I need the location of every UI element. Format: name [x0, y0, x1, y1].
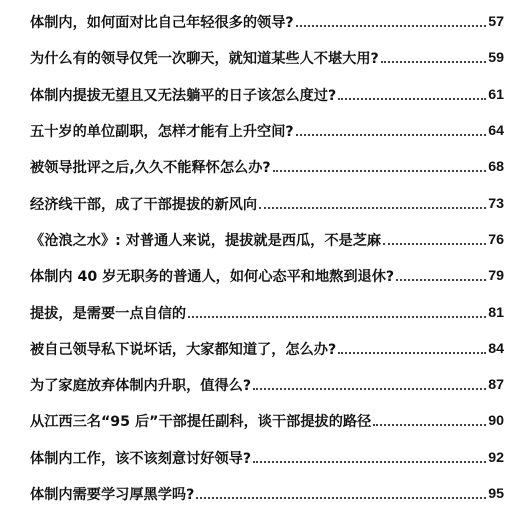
dot-leader — [383, 243, 486, 245]
toc-entry-title: 被领导批评之后,久久不能释怀怎么办? — [30, 160, 271, 177]
toc-entry-title: 体制内工作，该不该刻意讨好领导? — [30, 450, 252, 467]
toc-entry-title: 体制内提拔无望且又无法躺平的日子该怎么度过? — [30, 87, 337, 104]
toc-entry[interactable] — [30, 222, 504, 258]
toc-entry-page-number: 64 — [488, 123, 504, 140]
dot-leader — [296, 25, 487, 27]
dot-leader — [259, 207, 486, 209]
toc-entry[interactable] — [30, 403, 504, 439]
toc-entry-page-number: 87 — [488, 377, 504, 394]
toc-entry-page-number: 79 — [488, 268, 504, 285]
toc-entry[interactable] — [30, 113, 504, 149]
dot-leader — [196, 497, 486, 499]
toc-entry-page-number: 76 — [488, 231, 504, 248]
toc-entry[interactable] — [30, 367, 504, 403]
dot-leader — [373, 424, 486, 426]
toc-entry-page-number: 95 — [488, 486, 504, 502]
toc-entry-title: 被自己领导私下说坏话，大家都知道了，怎么办? — [30, 341, 337, 358]
toc-entry-page-number: 61 — [488, 86, 504, 103]
toc-entry[interactable] — [30, 149, 504, 185]
toc-entry[interactable] — [30, 294, 504, 330]
dot-leader — [188, 316, 486, 318]
dot-leader — [296, 134, 487, 136]
toc-entry-page-number: 90 — [488, 413, 504, 430]
toc-entry[interactable] — [30, 331, 504, 367]
toc-entry[interactable] — [30, 40, 504, 76]
toc-entry-title: 五十岁的单位副职，怎样才能有上升空间? — [30, 124, 294, 141]
toc-entry-page-number: 57 — [488, 14, 504, 31]
toc-entry[interactable] — [30, 77, 504, 113]
dot-leader — [381, 61, 486, 63]
toc-entry-page-number: 92 — [488, 449, 504, 466]
toc-entry[interactable] — [30, 476, 504, 512]
toc-entry-page-number: 73 — [488, 195, 504, 212]
toc-entry-page-number: 84 — [488, 340, 504, 357]
toc-entry[interactable] — [30, 4, 504, 40]
toc-entry-title: 经济线干部，成了干部提拔的新风向 — [30, 196, 258, 213]
toc-entry-title: 体制内 40 岁无职务的普通人，如何心态平和地熬到退休? — [30, 269, 395, 286]
dot-leader — [253, 461, 486, 463]
toc-entry[interactable] — [30, 185, 504, 221]
toc-entry-page-number: 68 — [488, 159, 504, 176]
toc-entry[interactable] — [30, 258, 504, 294]
toc-entry-page-number: 81 — [488, 304, 504, 321]
dot-leader — [338, 352, 486, 354]
toc-entry-title: 从江西三名“95 后”干部提任副科，谈干部提拔的路径 — [30, 414, 372, 431]
toc-entry-title: 为了家庭放弃体制内升职，值得么? — [30, 378, 252, 395]
toc-entry-title: 《沧浪之水》: 对普通人来说，提拔就是西瓜，不是芝麻 — [30, 232, 382, 249]
toc-entry[interactable] — [30, 440, 504, 476]
dot-leader — [338, 98, 486, 100]
toc-entry-title: 体制内需要学习厚黑学吗? — [30, 487, 195, 503]
toc-entry-title: 体制内，如何面对比自己年轻很多的领导? — [30, 15, 294, 32]
toc-entry-title: 为什么有的领导仅凭一次聊天，就知道某些人不堪大用? — [30, 51, 379, 68]
dot-leader — [253, 388, 486, 390]
toc-entry-page-number: 59 — [488, 50, 504, 67]
dot-leader — [273, 170, 487, 172]
table-of-contents — [30, 4, 504, 512]
dot-leader — [396, 279, 486, 281]
toc-entry-title: 提拔，是需要一点自信的 — [30, 305, 187, 322]
